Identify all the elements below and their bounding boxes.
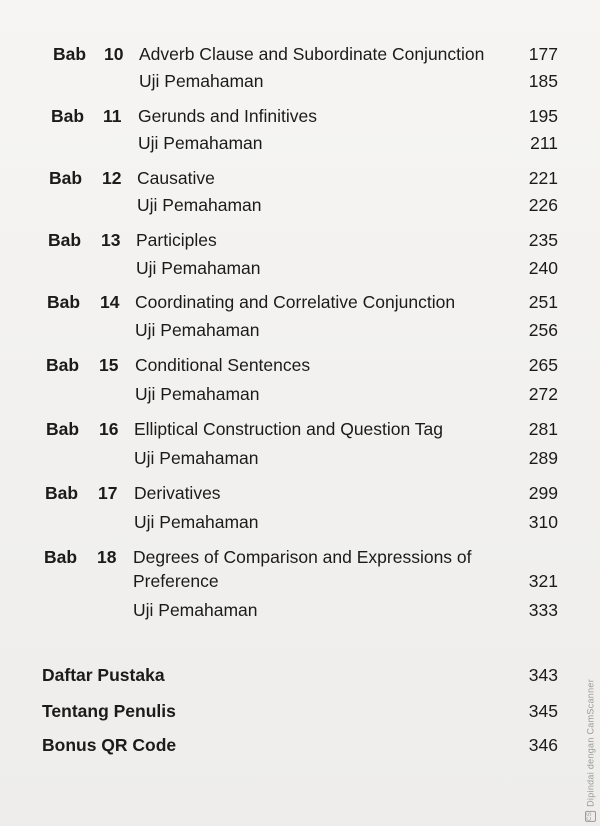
chapter-row[interactable] [0,417,600,441]
chapter-title: Derivatives [134,483,221,503]
chapter-page: 235 [528,230,558,250]
chapter-number: 11 [103,106,122,126]
chapter-row[interactable] [0,166,600,190]
back-matter-page: 345 [528,701,558,721]
back-matter-title: Daftar Pustaka [42,665,165,685]
chapter-label: Bab [48,230,82,250]
back-matter-row[interactable] [0,733,600,757]
chapter-row[interactable] [0,42,600,66]
quiz-title: Uji Pemahaman [139,71,264,91]
chapter-row[interactable] [0,545,600,569]
chapter-title: Elliptical Construction and Question Tag [134,419,444,439]
quiz-page: 310 [528,512,558,532]
back-matter-row[interactable] [0,699,600,723]
chapter-title: Coordinating and Correlative Conjunction [135,292,456,312]
quiz-page: 272 [528,384,558,404]
chapter-title: Conditional Sentences [135,355,311,375]
quiz-title: Uji Pemahaman [135,384,260,404]
camscanner-icon: CS [585,811,596,822]
chapter-title: Adverb Clause and Subordinate Conjunction [139,44,485,64]
quiz-row[interactable] [0,510,600,534]
chapter-label: Bab [49,168,83,188]
chapter-row[interactable] [0,353,600,377]
quiz-title: Uji Pemahaman [134,448,259,468]
quiz-row[interactable] [0,446,600,470]
chapter-label: Bab [45,483,79,503]
chapter-number: 10 [104,44,124,64]
chapter-number: 14 [100,292,120,312]
chapter-title: Gerunds and Infinitives [138,106,317,126]
chapter-page: 251 [528,292,558,312]
chapter-page: 195 [528,106,558,126]
quiz-row[interactable] [0,318,600,342]
chapter-label: Bab [51,106,85,126]
back-matter-row[interactable] [0,663,600,687]
chapter-number: 16 [99,419,119,439]
back-matter-title: Bonus QR Code [42,735,177,755]
chapter-number: 18 [97,547,117,567]
chapter-title: Degrees of Comparison and Expressions of [133,547,472,567]
chapter-number: 15 [99,355,119,375]
chapter-title: Causative [137,168,215,188]
chapter-label: Bab [53,44,87,64]
quiz-title: Uji Pemahaman [135,320,260,340]
chapter-number: 13 [101,230,121,250]
quiz-title: Uji Pemahaman [136,258,261,278]
chapter-page: 281 [528,419,558,439]
chapter-label: Bab [47,292,81,312]
chapter-label: Bab [46,355,80,375]
chapter-label: Bab [46,419,80,439]
quiz-page: 289 [528,448,558,468]
quiz-row[interactable] [0,256,600,280]
chapter-page: 321 [528,571,558,591]
quiz-row[interactable] [0,193,600,217]
chapter-page: 265 [528,355,558,375]
chapter-row[interactable] [0,290,600,314]
quiz-row[interactable] [0,131,600,155]
quiz-page: 226 [528,195,558,215]
chapter-page: 177 [528,44,558,64]
chapter-row[interactable] [0,104,600,128]
chapter-label: Bab [44,547,78,567]
chapter-row-continued[interactable] [0,569,600,593]
chapter-page: 221 [528,168,558,188]
chapter-number: 12 [102,168,122,188]
quiz-page: 185 [528,71,558,91]
quiz-title: Uji Pemahaman [138,133,263,153]
quiz-row[interactable] [0,69,600,93]
quiz-page: 240 [528,258,558,278]
quiz-page: 333 [528,600,558,620]
back-matter-title: Tentang Penulis [42,701,176,721]
chapter-page: 299 [528,483,558,503]
watermark-text: Dipindai dengan CamScanner [585,679,596,807]
scanner-watermark [585,679,596,822]
quiz-title: Uji Pemahaman [133,600,258,620]
quiz-title: Uji Pemahaman [137,195,262,215]
chapter-number: 17 [98,483,118,503]
chapter-title: Participles [136,230,217,250]
back-matter-page: 346 [528,735,558,755]
quiz-title: Uji Pemahaman [134,512,259,532]
quiz-page: 211 [530,133,558,153]
quiz-row[interactable] [0,382,600,406]
chapter-row[interactable] [0,228,600,252]
back-matter-page: 343 [528,665,558,685]
quiz-page: 256 [528,320,558,340]
quiz-row[interactable] [0,598,600,622]
chapter-row[interactable] [0,481,600,505]
chapter-title-continued: Preference [133,571,219,591]
